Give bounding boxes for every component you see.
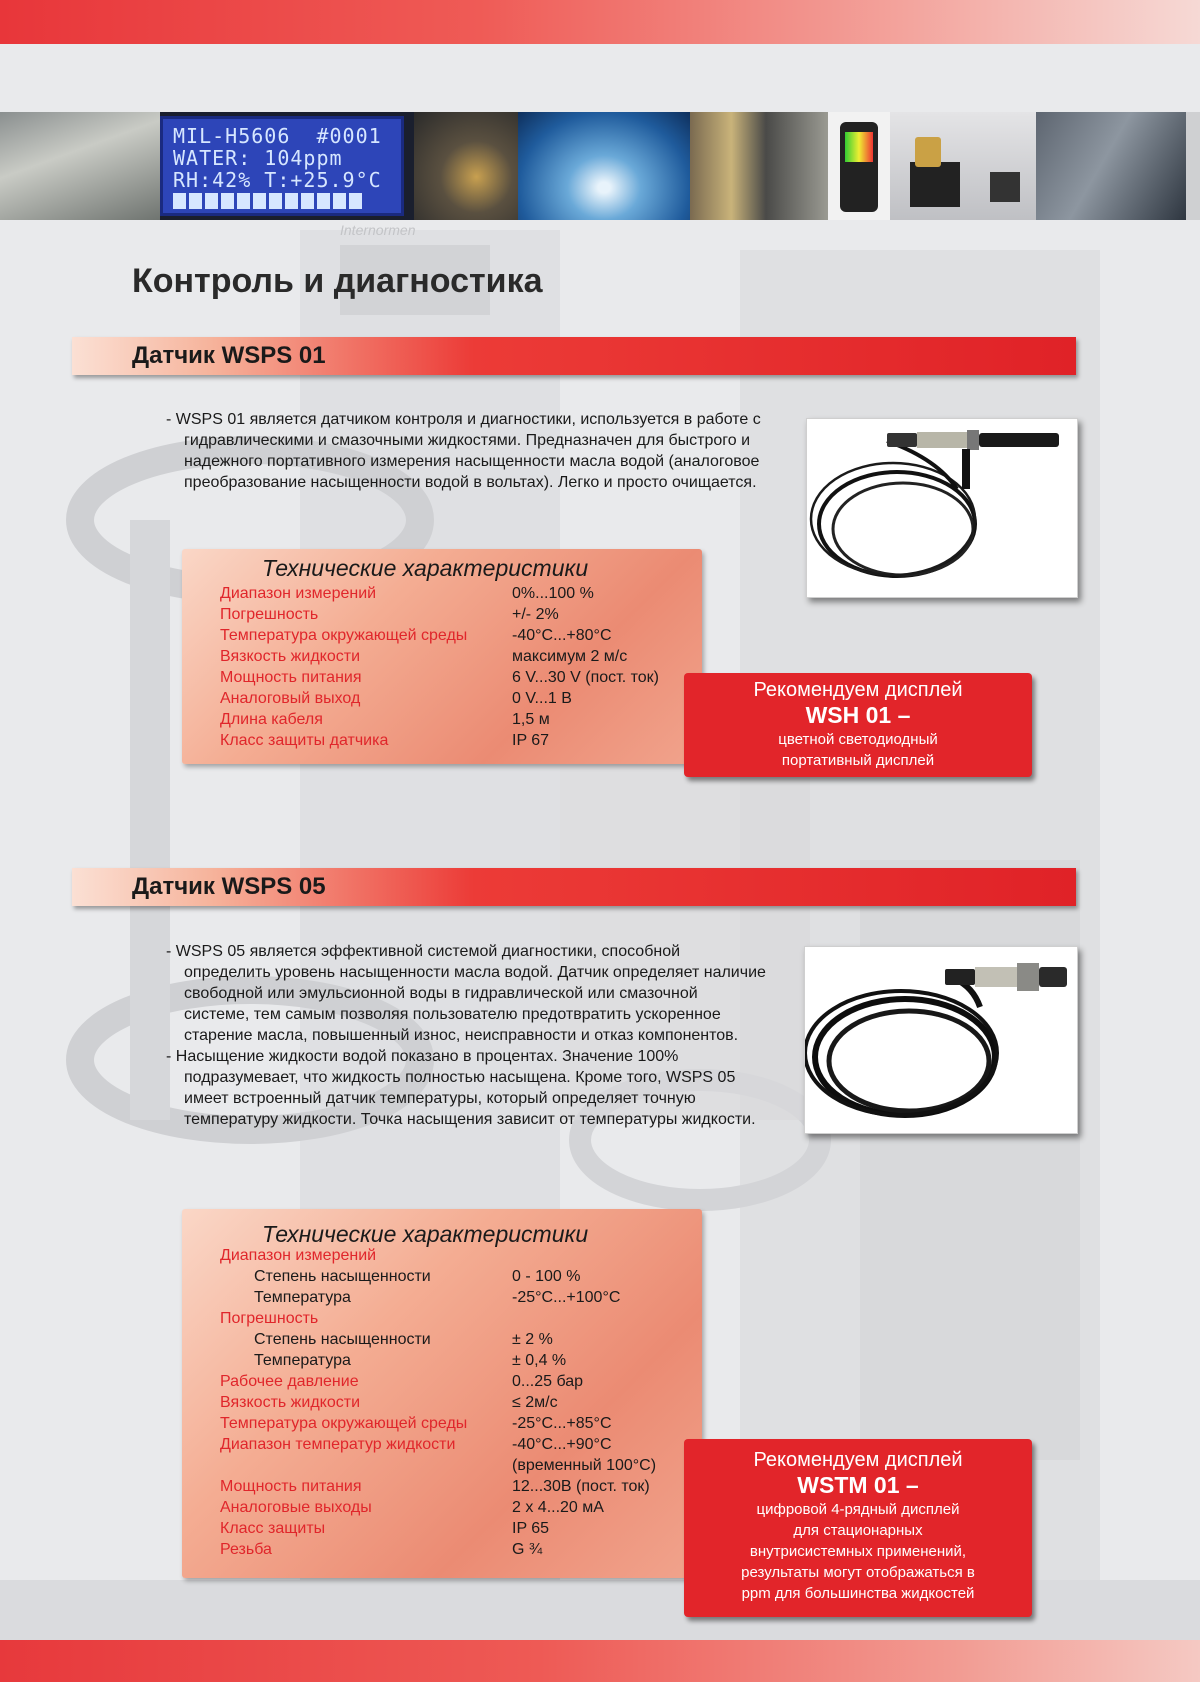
spec-value: 1,5 м xyxy=(512,711,550,728)
spec-key: Вязкость жидкости xyxy=(220,648,360,665)
spec-row xyxy=(220,1541,700,1562)
photo-water-drop xyxy=(518,112,690,220)
photo-lab-equipment xyxy=(0,112,160,220)
spec-key: Погрешность xyxy=(220,1310,319,1327)
spec-key: Температура окружающей среды xyxy=(220,1415,468,1432)
photo-bench-test xyxy=(890,112,1036,220)
photo-operator xyxy=(1036,112,1186,220)
top-accent-bar xyxy=(0,0,1200,44)
recommend-model: WSTM 01 – xyxy=(797,1472,919,1498)
page-title: Контроль и диагностика xyxy=(132,262,543,300)
spec-value: -40°C...+90°C xyxy=(512,1436,612,1453)
lcd-line-3: RH:42% T:+25.9°C xyxy=(173,168,382,192)
recommend-desc-line: ppm для большинства жидкостей xyxy=(741,1585,975,1602)
bottom-accent-bar xyxy=(0,1640,1200,1682)
spec-value: -25°C...+100°C xyxy=(512,1289,621,1306)
spec-key: Вязкость жидкости xyxy=(220,1394,360,1411)
spec-value: 0 V...1 B xyxy=(512,690,572,707)
description-paragraph: - WSPS 01 является датчиком контроля и диагностики, используется в работе с гидравлическими и смазочными жидкостями. Предназначен для быстрого и надежного портативного измерения насыщенности масла водой (аналоговое преобразование насыщенности водой в вольтах). Легко и просто очищается. xyxy=(166,411,761,491)
section-heading: Датчик WSPS 01 xyxy=(132,342,326,369)
spec-key: Класс защиты датчика xyxy=(220,732,389,749)
spec-key: Диапазон измерений xyxy=(220,585,377,602)
section-heading-bar xyxy=(72,337,1076,375)
spec-box-wsps01 xyxy=(182,549,702,764)
spec-key: Степень насыщенности xyxy=(254,1268,431,1285)
spec-value: -25°C...+85°C xyxy=(512,1415,612,1432)
spec-value: максимум 2 м/с xyxy=(512,648,628,665)
spec-row xyxy=(220,627,700,648)
recommend-desc-line: для стационарных xyxy=(793,1522,923,1539)
spec-key: Рабочее давление xyxy=(220,1373,359,1390)
spec-key: Мощность питания xyxy=(220,1478,362,1495)
spec-row xyxy=(220,606,700,627)
spec-key: Диапазон температур жидкости xyxy=(220,1436,456,1453)
spec-key: Диапазон измерений xyxy=(220,1247,377,1264)
recommend-label: Рекомендуем дисплей xyxy=(753,679,963,701)
spec-key: Температура xyxy=(254,1289,351,1306)
description-paragraph: - Насыщение жидкости водой показано в процентах. Значение 100% подразумевает, что жидкость полностью насыщена. Кроме того, WSPS 05 имеет встроенный датчик температуры, который определяет точную температуру жидкости. Точка насыщения зависит от температуры жидкости. xyxy=(166,1048,756,1128)
photo-handheld-display xyxy=(828,112,890,220)
lcd-line-2: WATER: 104ppm xyxy=(173,146,343,170)
spec-key: Резьба xyxy=(220,1541,272,1558)
spec-row xyxy=(220,1394,700,1415)
spec-value: IP 67 xyxy=(512,732,550,749)
spec-key: Температура xyxy=(254,1352,351,1369)
spec-value: ± 2 % xyxy=(512,1331,553,1348)
spec-value: ± 0,4 % xyxy=(512,1352,567,1369)
spec-row xyxy=(220,732,700,753)
photo-sensor-closeup xyxy=(690,112,828,220)
spec-value: IP 65 xyxy=(512,1520,550,1537)
recommend-display-box xyxy=(684,673,1032,777)
spec-row xyxy=(220,669,700,690)
spec-row xyxy=(220,1268,700,1289)
description-paragraph: - WSPS 05 является эффективной системой диагностики, способной определить уровень насыщенности масла водой. Датчик определяет наличие свободной или эмульсионной воды в гидравлической или смазочной системе, тем самым позволяя пользователю предотвратить ускоренное старение масла, повышенный износ, неисправности и отказ компонентов. xyxy=(166,943,766,1044)
recommend-desc-line: цветной светодиодный xyxy=(778,731,938,748)
spec-row xyxy=(220,1247,700,1268)
spec-row xyxy=(220,1499,700,1520)
spec-key: Температура окружающей среды xyxy=(220,627,468,644)
spec-row xyxy=(220,648,700,669)
lcd-line-1: MIL-H5606 #0001 xyxy=(173,124,382,148)
spec-key: Длина кабеля xyxy=(220,711,323,728)
product-photo-wsps01 xyxy=(806,418,1078,598)
spec-row xyxy=(220,585,700,606)
lcd-display-photo xyxy=(160,116,404,216)
product-photo-wsps05 xyxy=(804,946,1078,1134)
section-description xyxy=(166,409,786,493)
spec-value: 0 - 100 % xyxy=(512,1268,581,1285)
spec-row xyxy=(220,1457,700,1478)
spec-row xyxy=(220,1352,700,1373)
spec-key: Степень насыщенности xyxy=(254,1331,431,1348)
spec-row xyxy=(220,1310,700,1331)
section-description xyxy=(166,941,766,1130)
background-watermark: Internormen xyxy=(340,222,416,238)
spec-row xyxy=(220,711,700,732)
recommend-desc-line: внутрисистемных применений, xyxy=(749,1543,967,1560)
spec-value: 0...25 бар xyxy=(512,1373,584,1390)
recommend-desc-line: портативный дисплей xyxy=(781,752,935,769)
spec-value: 6 V...30 V (пост. ток) xyxy=(512,669,659,686)
spec-value: -40°C...+80°C xyxy=(512,627,612,644)
spec-key: Аналоговый выход xyxy=(220,690,361,707)
spec-box-wsps05 xyxy=(182,1209,702,1578)
spec-row xyxy=(220,1436,700,1457)
spec-row xyxy=(220,1415,700,1436)
recommend-label: Рекомендуем дисплей xyxy=(753,1449,963,1471)
spec-title: Технические характеристики xyxy=(262,1221,589,1247)
recommend-model: WSH 01 – xyxy=(805,702,911,728)
recommend-desc-line: результаты могут отображаться в xyxy=(741,1564,975,1581)
spec-row xyxy=(220,1331,700,1352)
spec-value: (временный 100°C) xyxy=(512,1457,657,1474)
spec-key: Погрешность xyxy=(220,606,319,623)
section-heading: Датчик WSPS 05 xyxy=(132,873,326,900)
lcd-bar-row xyxy=(173,193,391,209)
spec-key: Мощность питания xyxy=(220,669,362,686)
spec-title: Технические характеристики xyxy=(262,555,589,581)
photo-sensor-fitting xyxy=(414,112,518,220)
spec-value: 0%...100 % xyxy=(512,585,594,602)
spec-row xyxy=(220,1289,700,1310)
spec-value: G ¾ xyxy=(512,1541,543,1558)
spec-value: +/- 2% xyxy=(512,606,559,623)
recommend-desc-line: цифровой 4-рядный дисплей xyxy=(756,1501,960,1518)
spec-row xyxy=(220,1373,700,1394)
photo-strip-edge xyxy=(1186,112,1200,220)
spec-key: Класс защиты xyxy=(220,1520,326,1537)
spec-value: 2 x 4...20 мА xyxy=(512,1499,604,1516)
spec-row xyxy=(220,690,700,711)
spec-row xyxy=(220,1478,700,1499)
spec-key: Аналоговые выходы xyxy=(220,1499,372,1516)
spec-value: 12...30В (пост. ток) xyxy=(512,1478,650,1495)
recommend-display-box xyxy=(684,1439,1032,1617)
spec-value: ≤ 2м/с xyxy=(512,1394,558,1411)
spec-row xyxy=(220,1520,700,1541)
section-heading-bar xyxy=(72,868,1076,906)
